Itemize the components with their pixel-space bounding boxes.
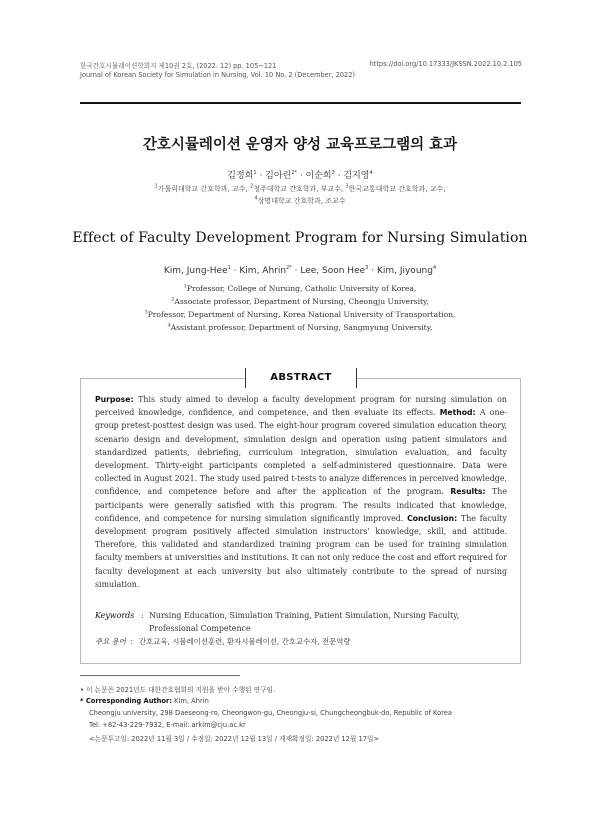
keywords-ko-text: 간호교육, 시뮬레이션훈련, 환자시뮬레이션, 간호교수자, 전문역량 (139, 637, 351, 646)
conclusion-label: Conclusion: (407, 513, 458, 523)
english-affiliation-4: $^4$Assistant professor, Department of Nursing, Sangmyung University, (167, 322, 433, 332)
author-en-1: Kim, Jung-Hee (163, 266, 228, 276)
funding-footnote: • 이 논문은 2021년도 대한간호협회의 지원을 받아 수행된 연구임. (80, 686, 276, 694)
abstract-heading: ABSTRACT (245, 368, 357, 388)
method-text: A one-group pretest-posttest design was used. The eight-hour program covered simulation education theory, scenario design and development, simulation design and operation using patient simulators and standardized patients, debriefing, curriculum integration, simulation evaluation, and faculty development. Thirty-eight participants completed a self-administered questionnaire. Data were collected in August 2021. The study used paired t-tests to analyze differences in perceived knowledge, confidence, and competence before and after the application of the program. (95, 408, 507, 497)
header-rule (80, 102, 521, 104)
korean-authors: 김정희$^1$ · 김아린$^{2*}$ · 이순희$^3$ · 김지영$^4$ (227, 170, 373, 181)
english-authors: Kim, Jung-Hee$^1$ · Kim, Ahrin$^{2*}$ · Lee, Soon Hee$^3$ · Kim, Jiyoung$^4$ (163, 265, 437, 276)
journal-header-korean: 한국간호시뮬레이션학회지 제10권 2호, (2022. 12) pp. 105~121 (80, 62, 277, 70)
author-ko-3: 이순희 (305, 171, 332, 181)
author-en-4: Kim, Jiyoung (376, 266, 433, 276)
korean-title: 간호시뮬레이션 운영자 양성 교육프로그램의 효과 (142, 137, 458, 153)
author-ko-2: 김아린 (265, 171, 292, 181)
author-ko-1: 김정희 (227, 171, 254, 181)
corresponding-author (80, 697, 209, 705)
submission-dates: <논문투고일: 2022년 11월 3일 / 수정일: 2022년 12월 13일 / 게재확정일: 2022년 12월 17일> (89, 735, 380, 743)
author-ko-4: 김지영 (343, 171, 370, 181)
english-affiliation-1: $^1$Professor, College of Nursing, Catholic University of Korea, (183, 283, 417, 293)
purpose-label: Purpose: (95, 395, 134, 404)
footnote-rule (80, 675, 240, 676)
english-title: Effect of Faculty Development Program for Nursing Simulation (72, 230, 528, 246)
abstract-body (95, 393, 507, 591)
corresponding-contact: Tel: +82-43-229-7932, E-mail: arkim@cju.ac.kr (89, 721, 246, 729)
results-text: The participants were generally satisfied with this program. The results indicated that knowledge, confidence, and competence for nursing simulation significantly improved. (95, 487, 508, 523)
author-en-3: Lee, Soon Hee (300, 266, 366, 276)
author-en-2: Kim, Ahrin (239, 266, 287, 276)
korean-affiliations-line2: $^4$상명대학교 간호학과, 조교수 (254, 195, 346, 205)
corresponding-label: * Corresponding Author: (80, 697, 172, 705)
results-label: Results: (450, 487, 486, 497)
method-label: Method: (439, 408, 476, 418)
english-affiliation-2: $^2$Associate professor, Department of Nursing, Cheongju University, (171, 296, 429, 306)
purpose-text: This study aimed to develop a faculty development program for nursing simulation on perceived knowledge, confidence, and competence, and then evaluate its effects. (95, 395, 507, 418)
conclusion-text: The faculty development program positively affected simulation instructors' knowledge, skill, and attitude. Therefore, this validated and standardized training program can be used for training simulation faculty members at universities and institutions. It can not only reduce the cost and effort required for faculty development at each university but also ultimately contribute to the spread of nursing simulation. (95, 513, 507, 589)
journal-header-english: Journal of Korean Society for Simulation in Nursing, Vol. 10 No. 2 (December, 2022) (80, 71, 355, 79)
korean-affiliations-line1: $^1$가톨릭대학교 간호학과, 교수, $^2$청주대학교 간호학과, 부교수, $^3$한국교통대학교 간호학과, 교수, (154, 183, 446, 193)
keywords-ko-label: 주요 용어 (95, 637, 126, 646)
english-affiliation-3: $^3$Professor, Department of Nursing, Korea National University of Transportation, (144, 309, 456, 319)
keywords-label: Keywords (95, 611, 135, 620)
corresponding-name: Kim, Ahrin (174, 697, 209, 705)
keywords-text: Nursing Education, Simulation Training, Patient Simulation, Nursing Faculty, Professional Competence (149, 611, 460, 633)
corresponding-address: Cheongju university, 298 Daeseong-ro, Cheongwon-gu, Cheongju-si, Chungcheongbuk-do, Republic of Korea (89, 709, 453, 717)
doi-link[interactable]: https://doi.org/10.17333/JKSSN.2022.10.2.105 (369, 60, 522, 68)
